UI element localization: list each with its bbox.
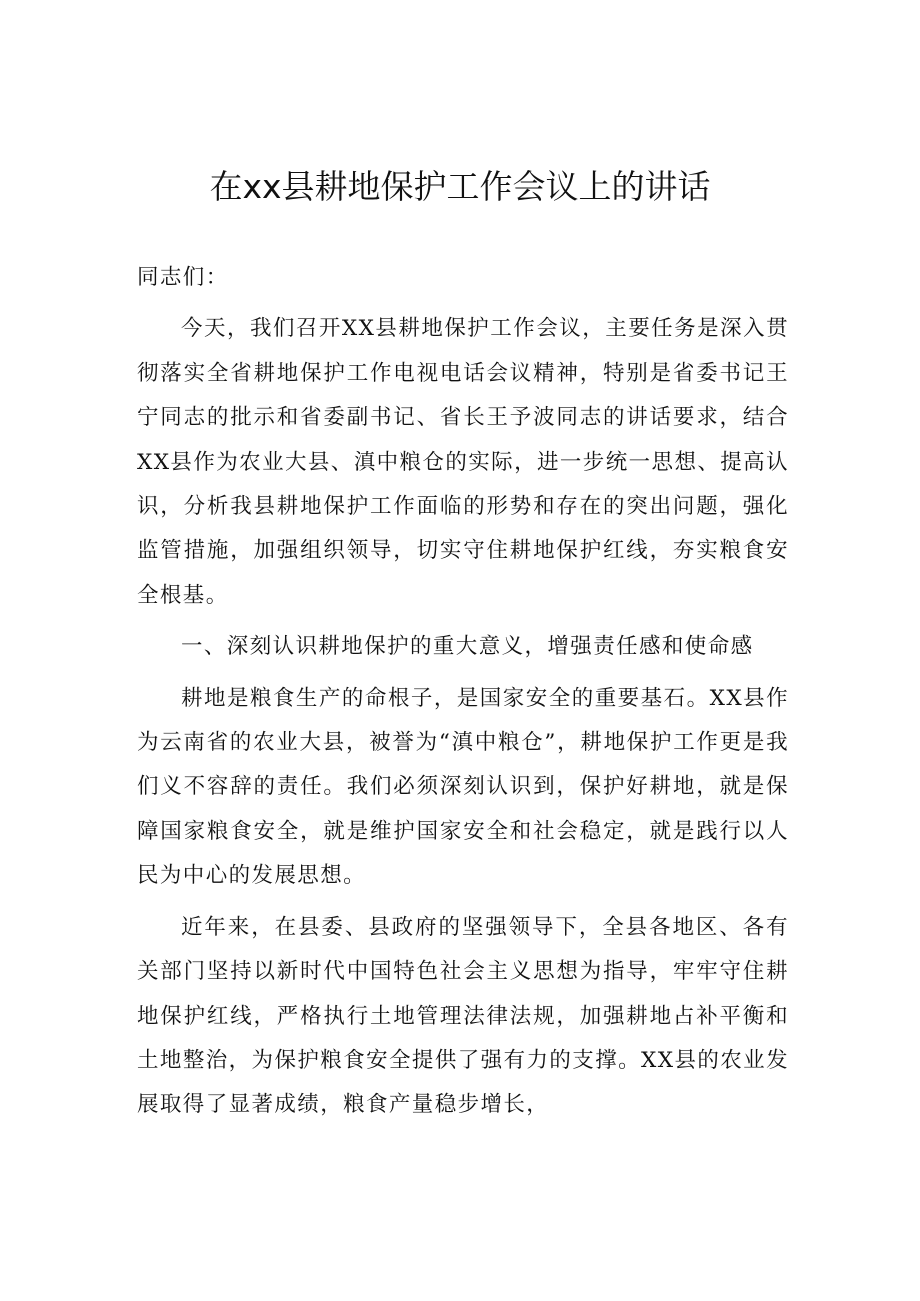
paragraph-significance: 耕地是粮食生产的命根子，是国家安全的重要基石。XX县作为云南省的农业大县，被誉为“滇中粮仓”，耕地保护工作更是我们义不容辞的责任。我们必须深刻认识到，保护好耕地，就是保障国家粮食安全，就是维护国家安全和社会稳定，就是践行以人民为中心的发展思想。	[137, 685, 789, 889]
section-heading-1: 一、深刻认识耕地保护的重大意义，增强责任感和使命感	[181, 634, 754, 660]
salutation: 同志们：	[137, 265, 229, 290]
paragraph-recent-years: 近年来，在县委、县政府的坚强领导下，全县各地区、各有关部门坚持以新时代中国特色社会主义思想为指导，牢牢守住耕地保护红线，严格执行土地管理法律法规，加强耕地占补平衡和土地整治，为保护粮食安全提供了强有力的支撑。XX县的农业发展取得了显著成绩，粮食产量稳步增长，	[137, 914, 789, 1118]
paragraph-intro: 今天，我们召开XX县耕地保护工作会议，主要任务是深入贯彻落实全省耕地保护工作电视电话会议精神，特别是省委书记王宁同志的批示和省委副书记、省长王予波同志的讲话要求，结合XX县作为农业大县、滇中粮仓的实际，进一步统一思想、提高认识，分析我县耕地保护工作面临的形势和存在的突出问题，强化监管措施，加强组织领导，切实守住耕地保护红线，夯实粮食安全根基。	[137, 316, 789, 608]
document-body	[137, 256, 789, 1128]
document-title: 在xx县耕地保护工作会议上的讲话	[209, 167, 711, 206]
